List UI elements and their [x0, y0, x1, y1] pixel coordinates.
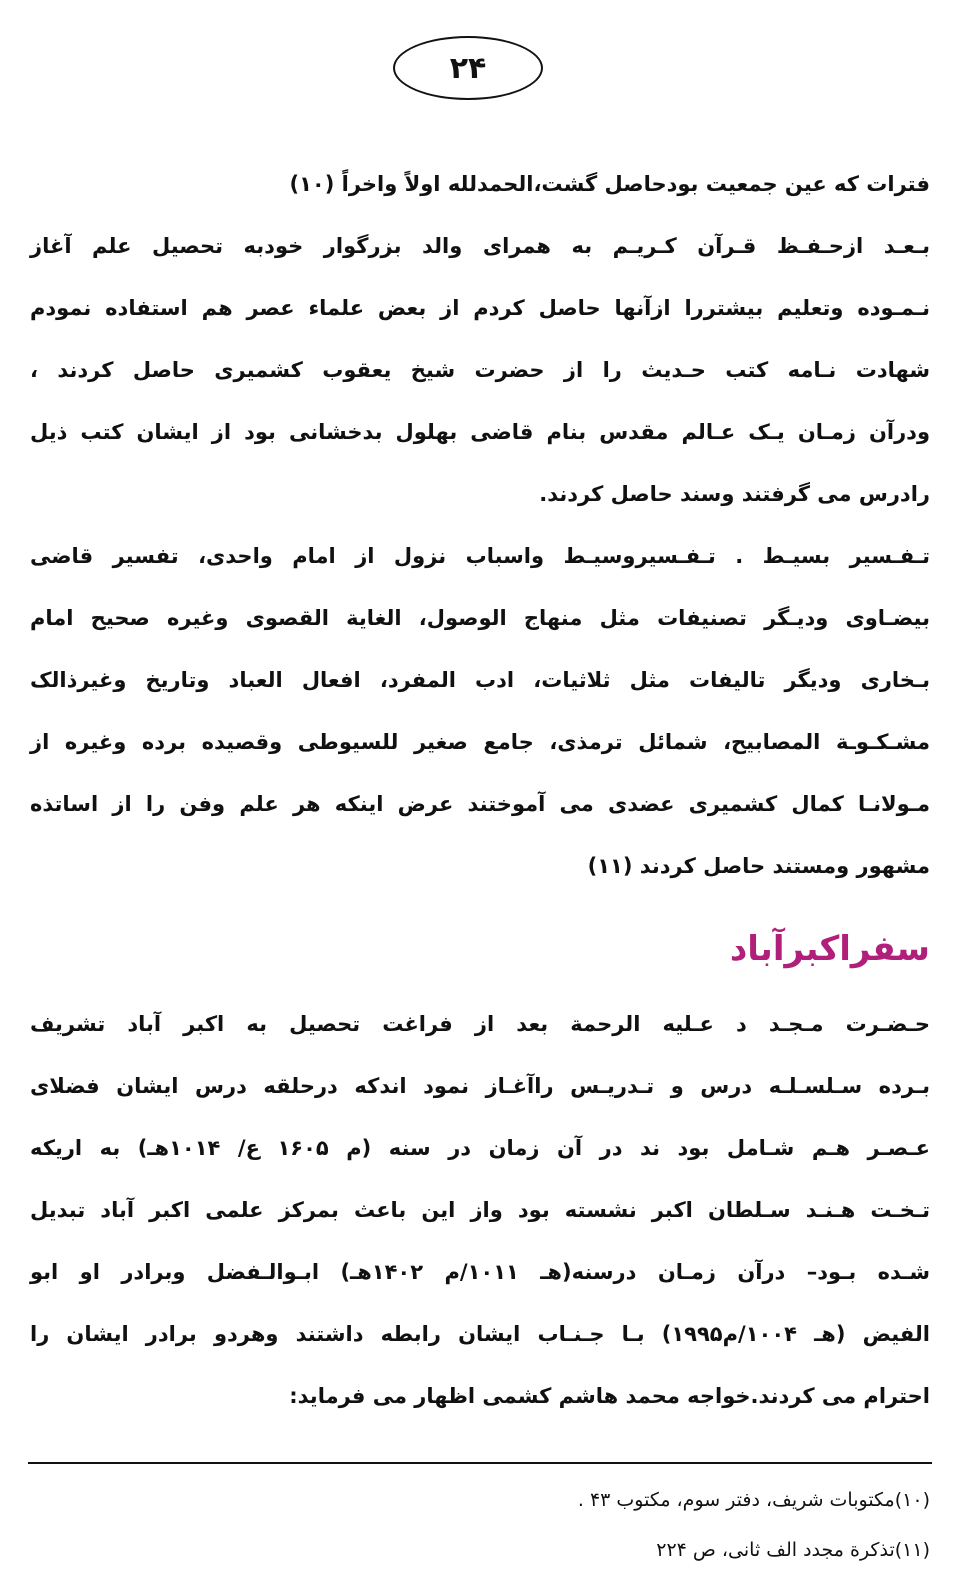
text-line: مشـکـوـة المصابیح، شمائل ترمذی، جامع صغیر للسیوطی وقصیده برده وغیره از [30, 730, 930, 754]
text-line: فترات که عین جمعیت بودحاصل گشت،الحمدلله اولاً واخراً (۱۰) [289, 172, 930, 196]
text-line: حـضـرت مـجـد د عـلیه الرحمة بعد از فراغت تحصیل به اکبر آباد تشریف [30, 1012, 930, 1036]
footnote: (۱۰)مکتوبات شریف، دفتر سوم، مکتوب ۴۳ . [577, 1489, 930, 1511]
page-number: ۲۴ [449, 50, 487, 86]
text-line: الفیض (هـ ۱۰۰۴/م۱۹۹۵) بـا جـنـاب ایشان رابطه داشتند وهردو برادر ایشان را [30, 1322, 930, 1346]
text-line: شهادت نـامه کتب حـدیث را از حضرت شیخ یعقوب کشمیری حاصل کردند ، [30, 358, 930, 382]
text-line: مشهور ومستند حاصل کردند (۱۱) [587, 854, 930, 878]
section-heading: سفراکبرآباد [729, 929, 930, 969]
text-line: عـصـر هـم شـامل بود ند در آن زمان در سنه (م ۱۶۰۵ ع/ ۱۰۱۴هـ) به اریکه [30, 1136, 931, 1160]
text-line: رادرس می گرفتند وسند حاصل کردند. [539, 482, 930, 506]
text-line: بـرده سـلسـلـه درس و تـدریـس راآغـاز نمود اندکه درحلقه درس ایشان فضلای [30, 1074, 930, 1098]
page-number-oval [393, 36, 543, 100]
text-line: بـعـد ازحـفـظ قـرآن کـریـم به همرای والد بزرگوار خودبه تحصیل علم آغاز [30, 234, 930, 258]
text-line: ودرآن زمـان یـک عـالم مقدس بنام قاضی بهلول بدخشانی بود از ایشان کتب ذیل [30, 420, 930, 444]
text-line: نـمـوده وتعلیم بیشتررا ازآنها حاصل کردم از بعض علماء عصر هم استفاده نمودم [30, 296, 930, 320]
text-line: مـولانـا کمال کشمیری عضدی می آموختند عرض اینکه هر علم وفن را از اساتذه [30, 792, 930, 816]
text-line: بـخاری ودیگر تالیفات مثل ثلاثیات، ادب المفرد، افعال العباد وتاریخ وغیرذالک [30, 668, 930, 692]
text-line: شـده بـود– درآن زمـان درسنه(هـ ۱۰۱۱/م ۱۴۰۲هـ) ابـوالـفضل وبرادر او ابو [30, 1260, 930, 1284]
text-line: احترام می کردند.خواجه محمد هاشم کشمی اظهار می فرماید: [289, 1384, 930, 1408]
text-line: تـخـت هـنـد سـلطان اکبر نشسته بود واز این باعث بمرکز علمی اکبر آباد تبدیل [30, 1198, 930, 1222]
text-line: بیضـاوی ودیـگر تصنیفات مثل منهاج الوصول، الغایة القصوی وغیره صحیح امام [30, 606, 930, 630]
footnote: (۱۱)تذکرة مجدد الف ثانی، ص ۲۲۴ [656, 1539, 930, 1561]
footnote-divider [28, 1462, 932, 1464]
text-line: تـفـسیر بسیـط . تـفـسیروسیـط واسباب نزول از امام واحدی، تفسیر قاضی [30, 544, 930, 568]
